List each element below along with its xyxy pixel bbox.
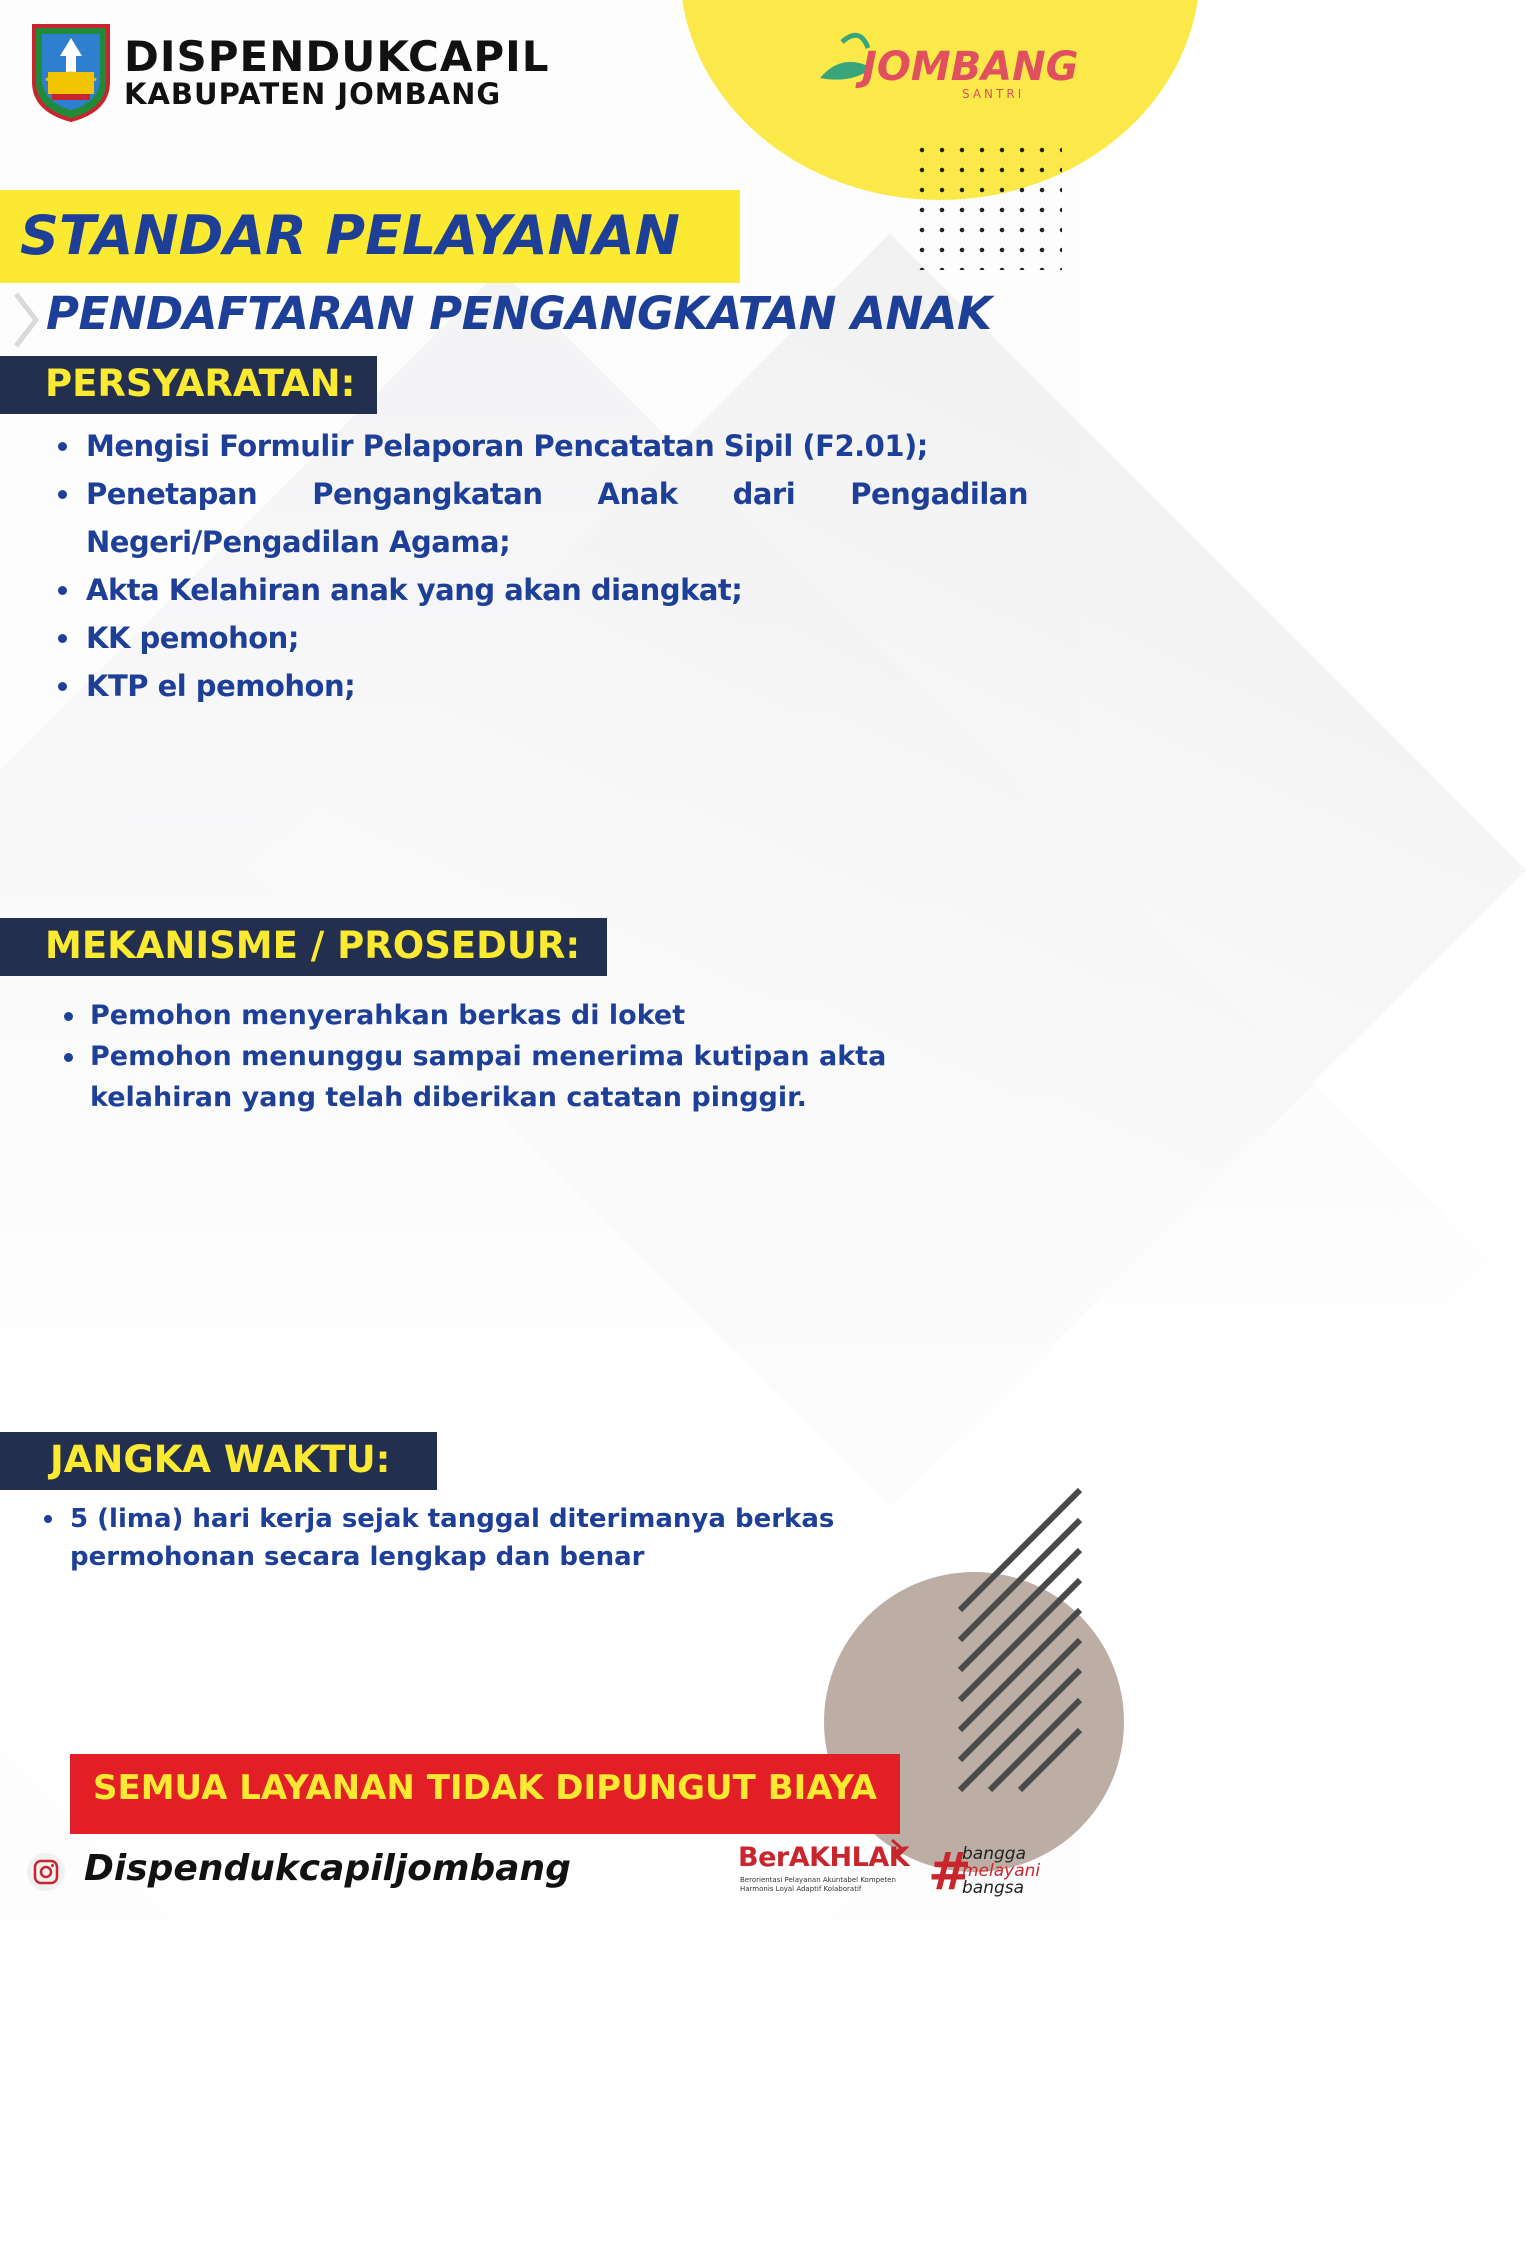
list-item	[56, 566, 1028, 614]
brand-subtext: SANTRI	[962, 87, 1025, 101]
brand-text: JOMBANG	[862, 44, 1079, 90]
melayani-word: melayani	[962, 1861, 1041, 1881]
section-title: JANGKA WAKTU:	[50, 1438, 391, 1481]
berakhlak-subtext: Berorientasi Pelayanan Akuntabel Kompeten Harmonis Loyal Adaptif Kolaboratif	[740, 1876, 896, 1893]
jombang-santri-logo	[812, 22, 1079, 102]
instagram-icon	[26, 1852, 66, 1892]
social-handle: Dispendukcapiljombang	[84, 1848, 571, 1889]
bullet-icon	[58, 634, 67, 643]
requirements-list	[56, 422, 1028, 710]
org-name	[124, 32, 550, 111]
section-header-mekanisme	[0, 918, 607, 976]
list-item-text: Pemohon menunggu sampai menerima kutipan akta kelahiran yang telah diberikan catatan pinggir.	[90, 1041, 887, 1113]
section-header-persyaratan	[0, 356, 377, 414]
section-title: MEKANISME / PROSEDUR:	[45, 924, 581, 967]
header	[30, 22, 550, 122]
list-item-text: Pemohon menyerahkan berkas di loket	[90, 1000, 686, 1031]
bangga-melayani-bangsa-logo	[928, 1844, 1048, 1900]
dot-grid-decoration	[912, 140, 1062, 270]
banner-text: SEMUA LAYANAN TIDAK DIPUNGUT BIAYA	[93, 1768, 877, 1808]
hashtag-icon: #	[928, 1842, 972, 1902]
page-title: STANDAR PELAYANAN	[20, 204, 680, 267]
list-item	[56, 470, 1028, 566]
bullet-icon	[58, 490, 67, 499]
berakhlak-logo	[738, 1840, 910, 1900]
duration-list	[40, 1500, 920, 1576]
bullet-icon	[58, 682, 67, 691]
chevron-right-icon	[890, 1838, 904, 1858]
list-item-text: Mengisi Formulir Pelaporan Pencatatan Sipil (F2.01);	[86, 429, 928, 463]
berakhlak-text: BerAKHLAK	[738, 1842, 910, 1873]
diagonal-stripes-decoration	[960, 1490, 1080, 1790]
list-item	[62, 1036, 962, 1118]
bullet-icon	[44, 1515, 52, 1523]
bullet-icon	[58, 442, 67, 451]
list-item	[56, 614, 1028, 662]
section-title: PERSYARATAN:	[45, 362, 356, 405]
list-item-text: KTP el pemohon;	[86, 669, 356, 703]
procedure-list	[62, 995, 962, 1118]
bangsa-word: bangsa	[962, 1878, 1025, 1898]
chevron-decoration-icon	[10, 290, 50, 350]
list-item	[40, 1500, 920, 1576]
jombang-emblem-icon	[30, 22, 112, 122]
free-service-banner	[70, 1754, 900, 1834]
org-name-line1: DISPENDUKCAPIL	[124, 32, 550, 81]
page-subtitle: PENDAFTARAN PENGANGKATAN ANAK	[46, 287, 992, 340]
list-item-text: 5 (lima) hari kerja sejak tanggal diterimanya berkas permohonan secara lengkap dan benar	[70, 1504, 835, 1572]
section-header-jangka-waktu	[0, 1432, 437, 1490]
list-item	[62, 995, 962, 1036]
bullet-icon	[58, 586, 67, 595]
list-item-text: Akta Kelahiran anak yang akan diangkat;	[86, 573, 743, 607]
bangga-word: bangga	[962, 1844, 1026, 1864]
bullet-icon	[64, 1053, 73, 1062]
list-item	[56, 662, 1028, 710]
bangga-text	[962, 1846, 1040, 1897]
list-item	[56, 422, 1028, 470]
org-name-line2: KABUPATEN JOMBANG	[124, 77, 502, 111]
list-item-text: Penetapan Pengangkatan Anak dari Pengadilan Negeri/Pengadilan Agama;	[86, 477, 1028, 559]
bullet-icon	[64, 1012, 73, 1021]
list-item-text: KK pemohon;	[86, 621, 299, 655]
